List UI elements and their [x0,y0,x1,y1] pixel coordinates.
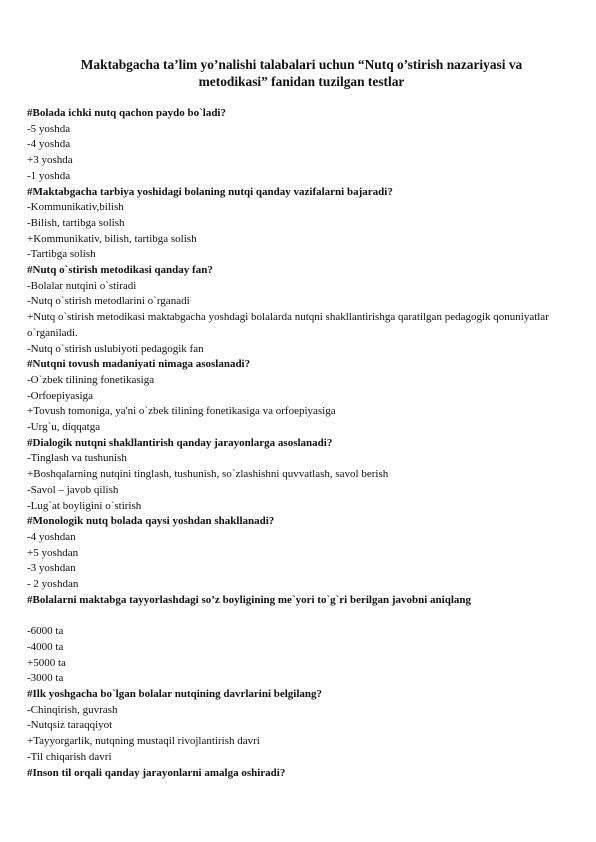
answer-option: -Lug`at boyligini o`stirish [27,499,142,512]
question-4: #Nutqni tovush madaniyati nimaga asoslanadi? [27,358,251,371]
answer-option: -Nutqsiz taraqqiyot [27,719,113,732]
question-5: #Dialogik nutqni shakllantirish qanday jarayonlarga asoslanadi? [27,436,333,449]
answer-option: -Chinqirish, guvrash [27,703,118,716]
question-2: #Maktabgacha tarbiya yoshidagi bolaning nutqi qanday vazifalarni bajaradi? [27,185,393,198]
answer-option: +3 yoshda [27,154,73,167]
answer-option: -Nutq o`stirish metodlarini o`rganadi [27,295,190,308]
answer-option: -Orfoepiyasiga [27,389,93,402]
answer-option: -O`zbek tilining fonetikasiga [27,373,155,386]
answer-option: +Tayyorgarlik, nutqning mustaqil rivojlantirish davri [27,735,260,748]
answer-option: -Tinglash va tushunish [27,452,127,465]
answer-option: +Boshqalarning nutqini tinglash, tushunish, so`zlashishni quvvatlash, savol berish [27,468,389,481]
answer-option: +Tovush tomoniga, ya'ni o`zbek tilining fonetikasiga va orfoepiyasiga [27,405,336,418]
answer-option: -Urg`u, diqqatga [27,421,101,434]
answer-option: -Bilish, tartibga solish [27,216,125,229]
answer-option: +Kommunikativ, bilish, tartibga solish [27,232,197,245]
question-3: #Nutq o`stirish metodikasi qanday fan? [27,264,213,277]
question-9: #Inson til orqali qanday jarayonlarni amalga oshiradi? [27,766,286,779]
answer-option: +Nutq o`stirish metodikasi maktabgacha yoshdagi bolalarda nutqni shakllantirishga qaratilgan pedagogik qonuniyatlar o`rganiladi. [27,311,549,339]
answer-option: -3000 ta [27,672,64,685]
answer-option: -Tartibga solish [27,248,96,261]
answer-option: -5 yoshda [27,122,71,135]
answer-option: -1 yoshda [27,169,71,182]
answer-option: -Kommunikativ,bilish [27,201,124,214]
quiz-list [27,106,556,781]
answer-option: -3 yoshdan [27,562,76,575]
answer-option: -Til chiqarish davri [27,750,112,763]
answer-option: -Savol – javob qilish [27,483,119,496]
answer-option: -6000 ta [27,625,64,638]
answer-option: +5 yoshdan [27,546,79,559]
answer-option: -Nutq o`stirish uslubiyoti pedagogik fan [27,342,204,355]
question-1: #Bolada ichki nutq qachon paydo bo`ladi? [27,107,226,119]
answer-option: -4 yoshda [27,138,71,151]
answer-option: -4 yoshdan [27,530,76,543]
blank-line [27,609,556,625]
question-8: #Ilk yoshgacha bo`lgan bolalar nutqining davrlarini belgilang? [27,688,323,700]
question-7: #Bolalarni maktabga tayyorlashdagi so’z boyligining me`yori to`g`ri berilgan javobni aniqlang [27,593,472,606]
answer-option: -Bolalar nutqini o`stiradi [27,279,137,292]
answer-option: +5000 ta [27,656,66,669]
answer-option: - 2 yoshdan [27,578,79,591]
question-6: #Monologik nutq bolada qaysi yoshdan shakllanadi? [27,515,275,528]
document-title: Maktabgacha ta’lim yo’nalishi talabalari uchun “Nutq o’stirish nazariyasi va metodikasi” fanidan tuzilgan testlar [80,57,523,89]
answer-option: -4000 ta [27,640,64,653]
